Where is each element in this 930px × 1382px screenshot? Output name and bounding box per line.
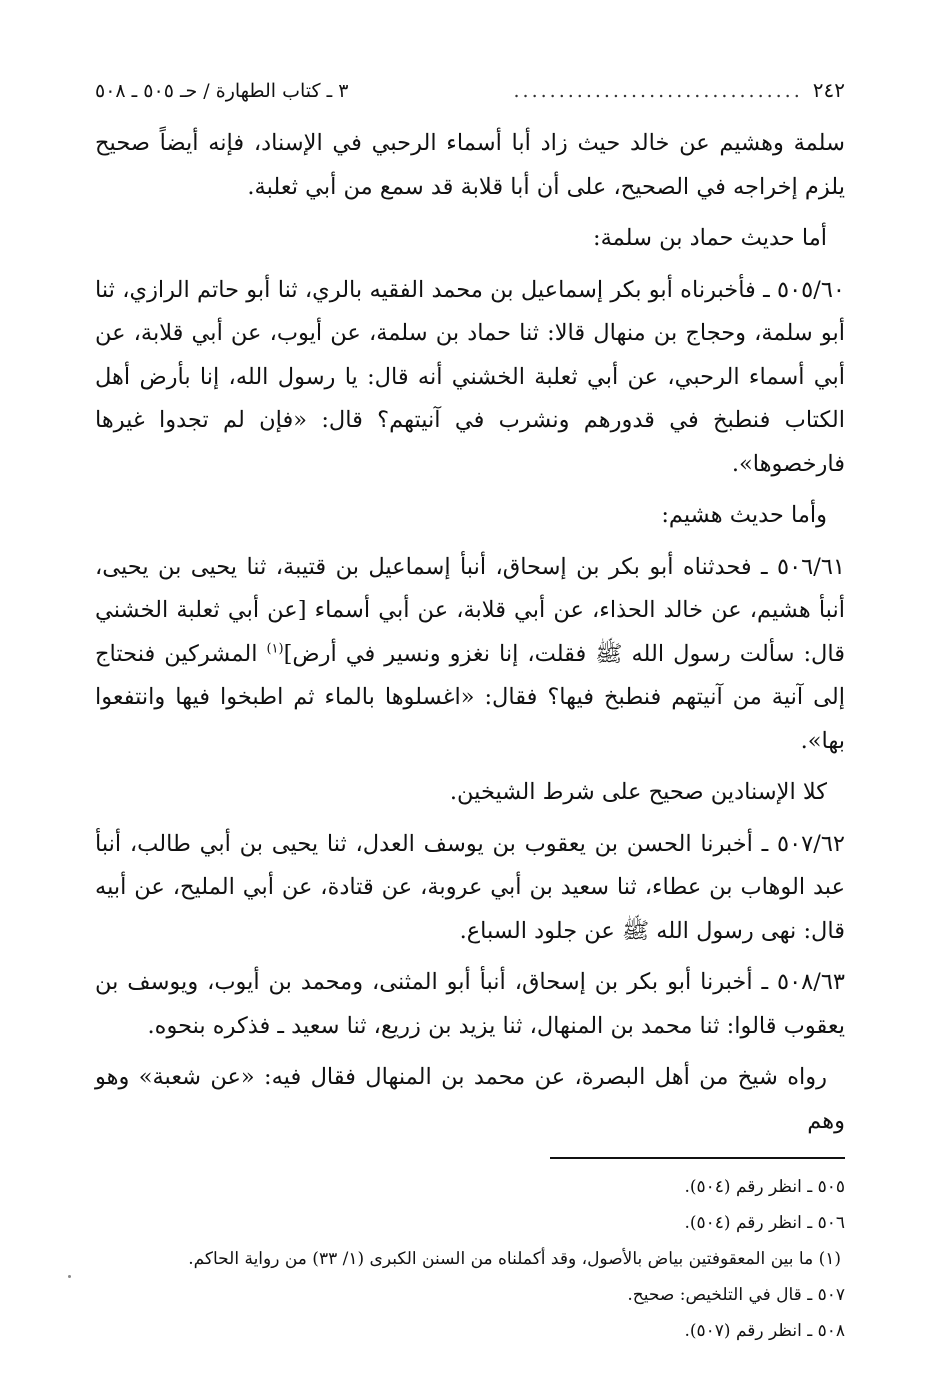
footnote-506: ٥٠٦ ـ انظر رقم (٥٠٤).: [684, 1213, 845, 1233]
subheading-hammad: أما حديث حماد بن سلمة:: [593, 225, 827, 251]
footnote-1: (١) ما بين المعقوفتين بياض بالأصول، وقد أكملناه من السنن الكبرى (١/ ٣٣) من رواية الحاكم.: [188, 1249, 841, 1269]
hadith-507: ٥٠٧/٦٢ ـ أخبرنا الحسن بن يعقوب بن يوسف العدل، ثنا يحيى بن أبي طالب، أنبأ عبد الوهاب بن عطاء، ثنا سعيد بن أبي عروبة، عن قتادة، عن أبي المليح، عن أبيه قال: نهى رسول الله ﷺ عن جلود السباع.: [95, 830, 845, 944]
hadith-506-part-1: ٥٠٦/٦١ ـ فحدثناه أبو بكر بن إسحاق، أنبأ إسماعيل بن قتيبة، ثنا يحيى بن يحيى، أنبأ هشيم، عن خالد الحذاء، عن أبي قلابة، عن أبي أسماء [عن أبي ثعلبة الخشني قال: سألت رسول الله ﷺ فقلت، إنا نغزو ونسير في أرض]: [95, 553, 845, 667]
footnote-508: ٥٠٨ ـ انظر رقم (٥٠٧).: [684, 1321, 845, 1341]
hadith-508: ٥٠٨/٦٣ ـ أخبرنا أبو بكر بن إسحاق، أنبأ أبو المثنى، ومحمد بن أيوب، ويوسف بن يعقوب قالوا: ثنا محمد بن المنهال، ثنا يزيد بن زريع، ثنا سعيد ـ فذكره بنحوه.: [95, 969, 845, 1039]
footnote-507: ٥٠٧ ـ قال في التلخيص: صحيح.: [627, 1285, 845, 1305]
hadith-506-part-2: المشركين فنحتاج إلى آنية من آنيتهم فنطبخ فيها؟ فقال: «اغسلوها بالماء ثم اطبخوا فيها وانتفعوا بها».: [95, 640, 845, 754]
paragraph-last: رواه شيخ من أهل البصرة، عن محمد بن المنهال فقال فيه: «عن شعبة» وهو وهم: [95, 1064, 845, 1134]
grading-statement: كلا الإسنادين صحيح على شرط الشيخين.: [449, 779, 827, 805]
main-text: [95, 122, 845, 1143]
chapter-title: ٣ ـ كتاب الطهارة / حـ ٥٠٥ ـ ٥٠٨: [95, 80, 349, 102]
footnote-separator: [550, 1157, 845, 1159]
book-page: [95, 78, 845, 1351]
footnote-marker[interactable]: (١): [266, 641, 284, 656]
page-number: ٢٤٢: [812, 78, 845, 102]
footnotes: [95, 1171, 845, 1347]
footnote-505: ٥٠٥ ـ انظر رقم (٥٠٤).: [684, 1177, 845, 1197]
running-header: [95, 78, 845, 112]
header-leader-dots: ................................: [513, 80, 803, 102]
hadith-506: [95, 546, 845, 764]
subheading-hushaym: وأما حديث هشيم:: [661, 502, 827, 528]
scan-speck: [68, 1275, 71, 1278]
hadith-505: ٥٠٥/٦٠ ـ فأخبرناه أبو بكر إسماعيل بن محمد الفقيه بالري، ثنا أبو حاتم الرازي، ثنا أبو سلمة، وحجاج بن منهال قالا: ثنا حماد بن سلمة، عن أيوب، عن أبي قلابة، عن أبي أسماء الرحبي، عن أبي ثعلبة الخشني أنه قال: يا رسول الله، إنا بأرض أهل الكتاب فنطبخ في قدورهم ونشرب في آنيتهم؟ قال: «فإن لم تجدوا غيرها فارخصوها».: [95, 276, 845, 477]
paragraph-1: سلمة وهشيم عن خالد حيث زاد أبا أسماء الرحبي في الإسناد، فإنه أيضاً صحيح يلزم إخراجه في الصحيح، على أن أبا قلابة قد سمع من أبي ثعلبة.: [95, 130, 845, 200]
